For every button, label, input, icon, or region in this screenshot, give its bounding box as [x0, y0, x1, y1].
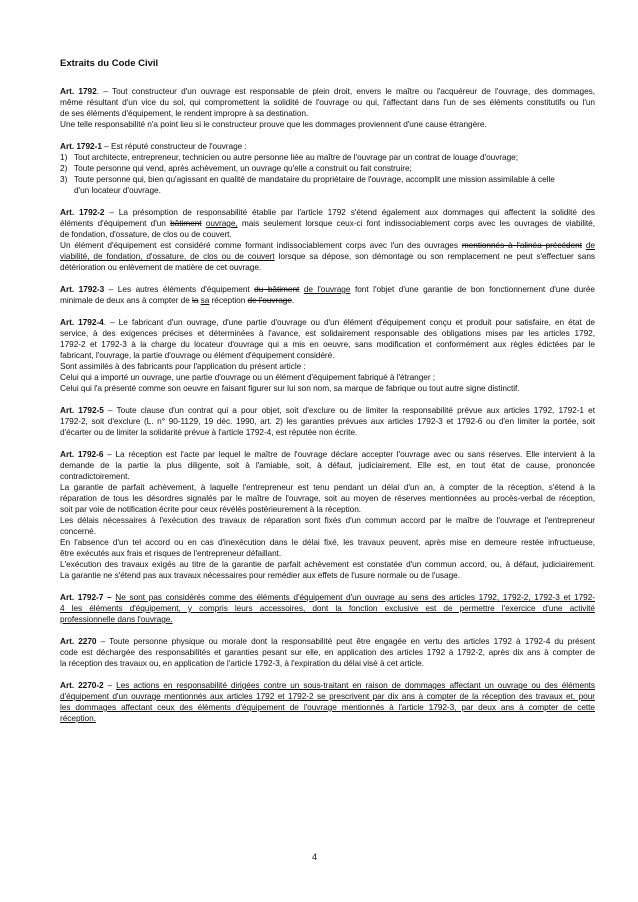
article-label: Art. 1792-6	[60, 449, 104, 459]
text-line	[60, 427, 595, 438]
text-span: d'écarter ou de limiter la solidarité prévue à l'article 1792-4, est réputée non écrite.	[60, 427, 358, 437]
text-line	[60, 328, 595, 339]
text-span: minimale de deux ans à compter de	[60, 295, 193, 305]
text-span: détérioration ou enlèvement de matière de cet ouvrage.	[60, 262, 262, 272]
amended-text: 4 les éléments d'équipement, y compris leurs accessoires, dont la fonction exclusive est de permettre l'exercice d'une activité	[60, 603, 595, 613]
article-label: Art. 1792-2	[60, 207, 105, 217]
text-line	[60, 240, 595, 251]
text-line	[60, 405, 595, 416]
text-span: mais seulement lorsque ceux-ci font indissociablement corps avec les ouvrages de viabilité,	[237, 218, 595, 228]
text-span: même résultant d'un vice du sol, qui compromettent la solidité de l'ouvrage ou qui, l'affectant dans l'un de ses éléments constitutifs ou l'un	[60, 97, 595, 107]
text-line	[60, 350, 595, 361]
text-line	[60, 482, 595, 493]
text-span: Toute personne qui, bien qu'agissant en qualité de mandataire du propriétaire de l'ouvrage, accomplit une mission assimilable à celle	[74, 174, 555, 184]
text-span: éléments d'équipement d'un	[60, 218, 171, 228]
text-span: de fondation, d'ossature, de clos ou de couvert.	[60, 229, 232, 239]
text-span: réception	[209, 295, 248, 305]
text-span: Un élément d'équipement est considéré comme formant indissociablement corps avec l'un des ouvrages	[60, 240, 462, 250]
text-span: d'un locateur d'ouvrage.	[74, 185, 161, 195]
text-span: – La réception est l'acte par lequel le maître de l'ouvrage déclare accepter l'ouvrage avec ou sans réserves. Elle intervient à la	[103, 449, 595, 459]
text-span: Une telle responsabilité n'a point lieu si le constructeur prouve que les dommages proviennent d'une cause étrangère.	[60, 119, 487, 129]
list-number: 3)	[60, 174, 68, 184]
text-line	[60, 592, 595, 603]
article-label: Art. 2270	[60, 636, 97, 646]
amended-text: d'équipement d'un ouvrage mentionnés aux articles 1792 et 1792-2 se prescrivent par dix ans à compter de la réception des travaux et, pour	[60, 691, 595, 701]
text-line	[60, 295, 595, 306]
text-span: Sont assimilés à des fabricants pour l'application du présent article :	[60, 361, 306, 371]
text-span: Toute personne qui vend, après achèvement, un ouvrage qu'elle a construit ou fait construire;	[74, 163, 412, 173]
text-line	[60, 471, 595, 482]
text-line	[60, 361, 595, 372]
text-line	[60, 251, 595, 262]
amended-text: professionnelle dans l'ouvrage.	[60, 614, 173, 624]
text-span: être exécutés aux frais et risques de l'entrepreneur défaillant.	[60, 548, 282, 558]
text-span: concerné.	[60, 526, 96, 536]
text-line	[60, 119, 595, 130]
deleted-text: mentionnés à l'alinéa précédent	[461, 240, 582, 250]
page-number: 4	[312, 852, 318, 862]
amended-text: sa	[200, 295, 210, 305]
text-line	[60, 317, 595, 328]
text-span: contradictoirement.	[60, 471, 130, 481]
text-span: – Les autres éléments d'équipement	[104, 284, 255, 294]
text-span: font l'objet d'une garantie de bon fonctionnement d'une durée	[350, 284, 595, 294]
text-span: La garantie ne s'étend pas aux travaux nécessaires pour remédier aux effets de l'usure normale ou de l'usage.	[60, 570, 460, 580]
text-line	[60, 614, 595, 625]
text-span: Celui qui a importé un ouvrage, une partie d'ouvrage ou un élément d'équipement fabriqué à l'étranger ;	[60, 372, 436, 382]
text-span: de ses éléments d'équipement, le rendent impropre à sa destination.	[60, 108, 309, 118]
text-span: service, à des exigences précises et déterminées à l'avance, est solidairement responsable des obligations mises par les articles 1792,	[60, 328, 595, 338]
article-label: Art. 1792-4	[60, 317, 104, 327]
deleted-text: la	[192, 295, 199, 305]
text-span: demande de la partie la plus diligente, soit à l'amiable, soit, à défaut, judiciairement. Elle est, en tout état de cause, prononcée	[60, 460, 595, 470]
list-number: 2)	[60, 163, 68, 173]
text-span: soit par voie de notification écrite pour ceux révélés postérieurement à la réception.	[60, 504, 362, 514]
article-label: Art. 1792-3	[60, 284, 105, 294]
text-line	[60, 416, 595, 427]
text-line	[60, 504, 595, 515]
text-line	[60, 229, 595, 240]
text-line	[60, 636, 595, 647]
text-span: code est déchargée des responsabilités et garanties pesant sur elle, en application des articles 1792 à 1792-2, après dix ans à compter de	[60, 647, 595, 657]
text-line	[74, 185, 595, 196]
article-label: Art. 1792	[60, 86, 97, 96]
text-span: – La présomption de responsabilité établie par l'article 1792 s'étend également aux dommages qui affectent la solidité des	[104, 207, 595, 217]
document-title: Extraits du Code Civil	[60, 58, 159, 69]
article-label: Art. 1792-7 –	[60, 592, 112, 602]
text-line	[60, 97, 595, 108]
text-line	[60, 383, 595, 394]
amended-text: de	[585, 240, 595, 250]
article-label: Art. 2270-2	[60, 680, 104, 690]
text-span: En l'absence d'un tel accord ou en cas d'inexécution dans le délai fixé, les travaux peuvent, après mise en demeure restée infructueuse,	[60, 537, 595, 547]
text-line	[60, 658, 595, 669]
text-line	[60, 537, 595, 548]
text-line	[60, 449, 595, 460]
amended-text: ouvrage,	[205, 218, 238, 228]
text-line	[60, 680, 595, 691]
text-line	[60, 141, 595, 152]
text-span: La garantie de parfait achèvement, à laquelle l'entrepreneur est tenu pendant un délai d'un an, à compter de la réception, s'étend à la	[60, 482, 595, 492]
amended-text: les dommages affectant ceux des éléments d'équipement de l'ouvrage mentionnés à l'article 1792-3, par deux ans à compter de cette	[60, 702, 595, 712]
text-span: . – Tout constructeur d'un ouvrage est responsable de plein droit, envers le maître ou l'acquéreur de l'ouvrage, des dommages,	[96, 86, 595, 96]
text-line	[60, 108, 595, 119]
text-line	[60, 647, 595, 658]
deleted-text: du bâtiment	[254, 284, 300, 294]
text-span: . – Le fabricant d'un ouvrage, d'une partie d'ouvrage ou d'un élément d'équipement conçu et produit pour satisfaire, en état de	[103, 317, 595, 327]
text-line	[60, 372, 595, 383]
text-span: la réception des travaux ou, en application de l'article 1792-3, à l'expiration du délai visé à cet article.	[60, 658, 424, 668]
text-line	[74, 174, 595, 185]
article-label: Art. 1792-5	[60, 405, 104, 415]
text-span: 1792-2 et 1792-3 à la charge du locateur d'ouvrage qui a mis en oeuvre, sans modification et conformément aux règles édictées par le	[60, 339, 595, 349]
text-line	[60, 86, 595, 97]
article-label: Art. 1792-1	[60, 141, 102, 151]
deleted-text: bâtiment	[170, 218, 202, 228]
text-line	[60, 262, 595, 273]
amended-text: Ne sont pas considérés comme des éléments d'équipement d'un ouvrage au sens des articles 1792, 1792-2, 1792-3 et 1792-	[115, 592, 595, 602]
text-line	[60, 691, 595, 702]
text-line	[60, 460, 595, 471]
text-span: Celui qui l'a présenté comme son oeuvre en faisant figurer sur lui son nom, sa marque de fabrique ou tout autre signe distinctif.	[60, 383, 520, 393]
text-span: lorsque sa dépose, son démontage ou son remplacement ne peut s'effectuer sans	[274, 251, 595, 261]
text-span: fabricant, l'ouvrage, la partie d'ouvrage ou élément d'équipement considéré.	[60, 350, 335, 360]
amended-text: Les actions en responsabilité dirigées contre un sous-traitant en raison de dommages affectant un ouvrage ou des éléments	[116, 680, 595, 690]
text-span: – Est réputé constructeur de l'ouvrage :	[101, 141, 247, 151]
text-span: 1792-2, soit d'exclure (L. n° 90-1129, 19 déc. 1990, art. 2) les garanties prévues aux articles 1792-3 et 1792-6 ou d'en limiter la portée, soit	[60, 416, 595, 426]
text-line	[60, 559, 595, 570]
text-line	[74, 163, 595, 174]
text-line	[60, 493, 595, 504]
text-line	[60, 548, 595, 559]
text-line	[60, 603, 595, 614]
list-number: 1)	[60, 152, 68, 162]
text-line	[60, 218, 595, 229]
text-line	[60, 570, 595, 581]
amended-text: réception.	[60, 713, 96, 723]
text-span: Les délais nécessaires à l'exécution des travaux de réparation sont fixés d'un commun accord par le maître de l'ouvrage et l'entrepreneur	[60, 515, 595, 525]
text-span: .	[291, 295, 295, 305]
text-line	[60, 702, 595, 713]
text-line	[60, 339, 595, 350]
text-line	[60, 207, 595, 218]
text-line	[60, 713, 595, 724]
text-span: Tout architecte, entrepreneur, technicien ou autre personne liée au maître de l'ouvrage par un contrat de louage d'ouvrage;	[74, 152, 518, 162]
text-line	[60, 284, 595, 295]
amended-text: de l'ouvrage	[303, 284, 351, 294]
text-line	[60, 515, 595, 526]
text-span: L'exécution des travaux exigés au titre de la garantie de parfait achèvement est constatée d'un commun accord, ou, à défaut, judiciairement.	[60, 559, 595, 569]
text-line	[74, 152, 595, 163]
text-span: réparation de tous les désordres signalés par le maître de l'ouvrage, soit au moyen de réserves mentionnées au procès-verbal de réception,	[60, 493, 595, 503]
text-line	[60, 526, 595, 537]
deleted-text: de l'ouvrage	[247, 295, 292, 305]
amended-text: viabilité, de fondation, d'ossature, de clos ou de couvert	[60, 251, 275, 261]
text-span: – Toute clause d'un contrat qui a pour objet, soit d'exclure ou de limiter la responsabilité prévue aux articles 1792, 1792-1 et	[103, 405, 595, 415]
text-span: – Toute personne physique ou morale dont la responsabilité peut être engagée en vertu des articles 1792 à 1792-4 du présent	[96, 636, 595, 646]
text-span: –	[103, 680, 117, 690]
